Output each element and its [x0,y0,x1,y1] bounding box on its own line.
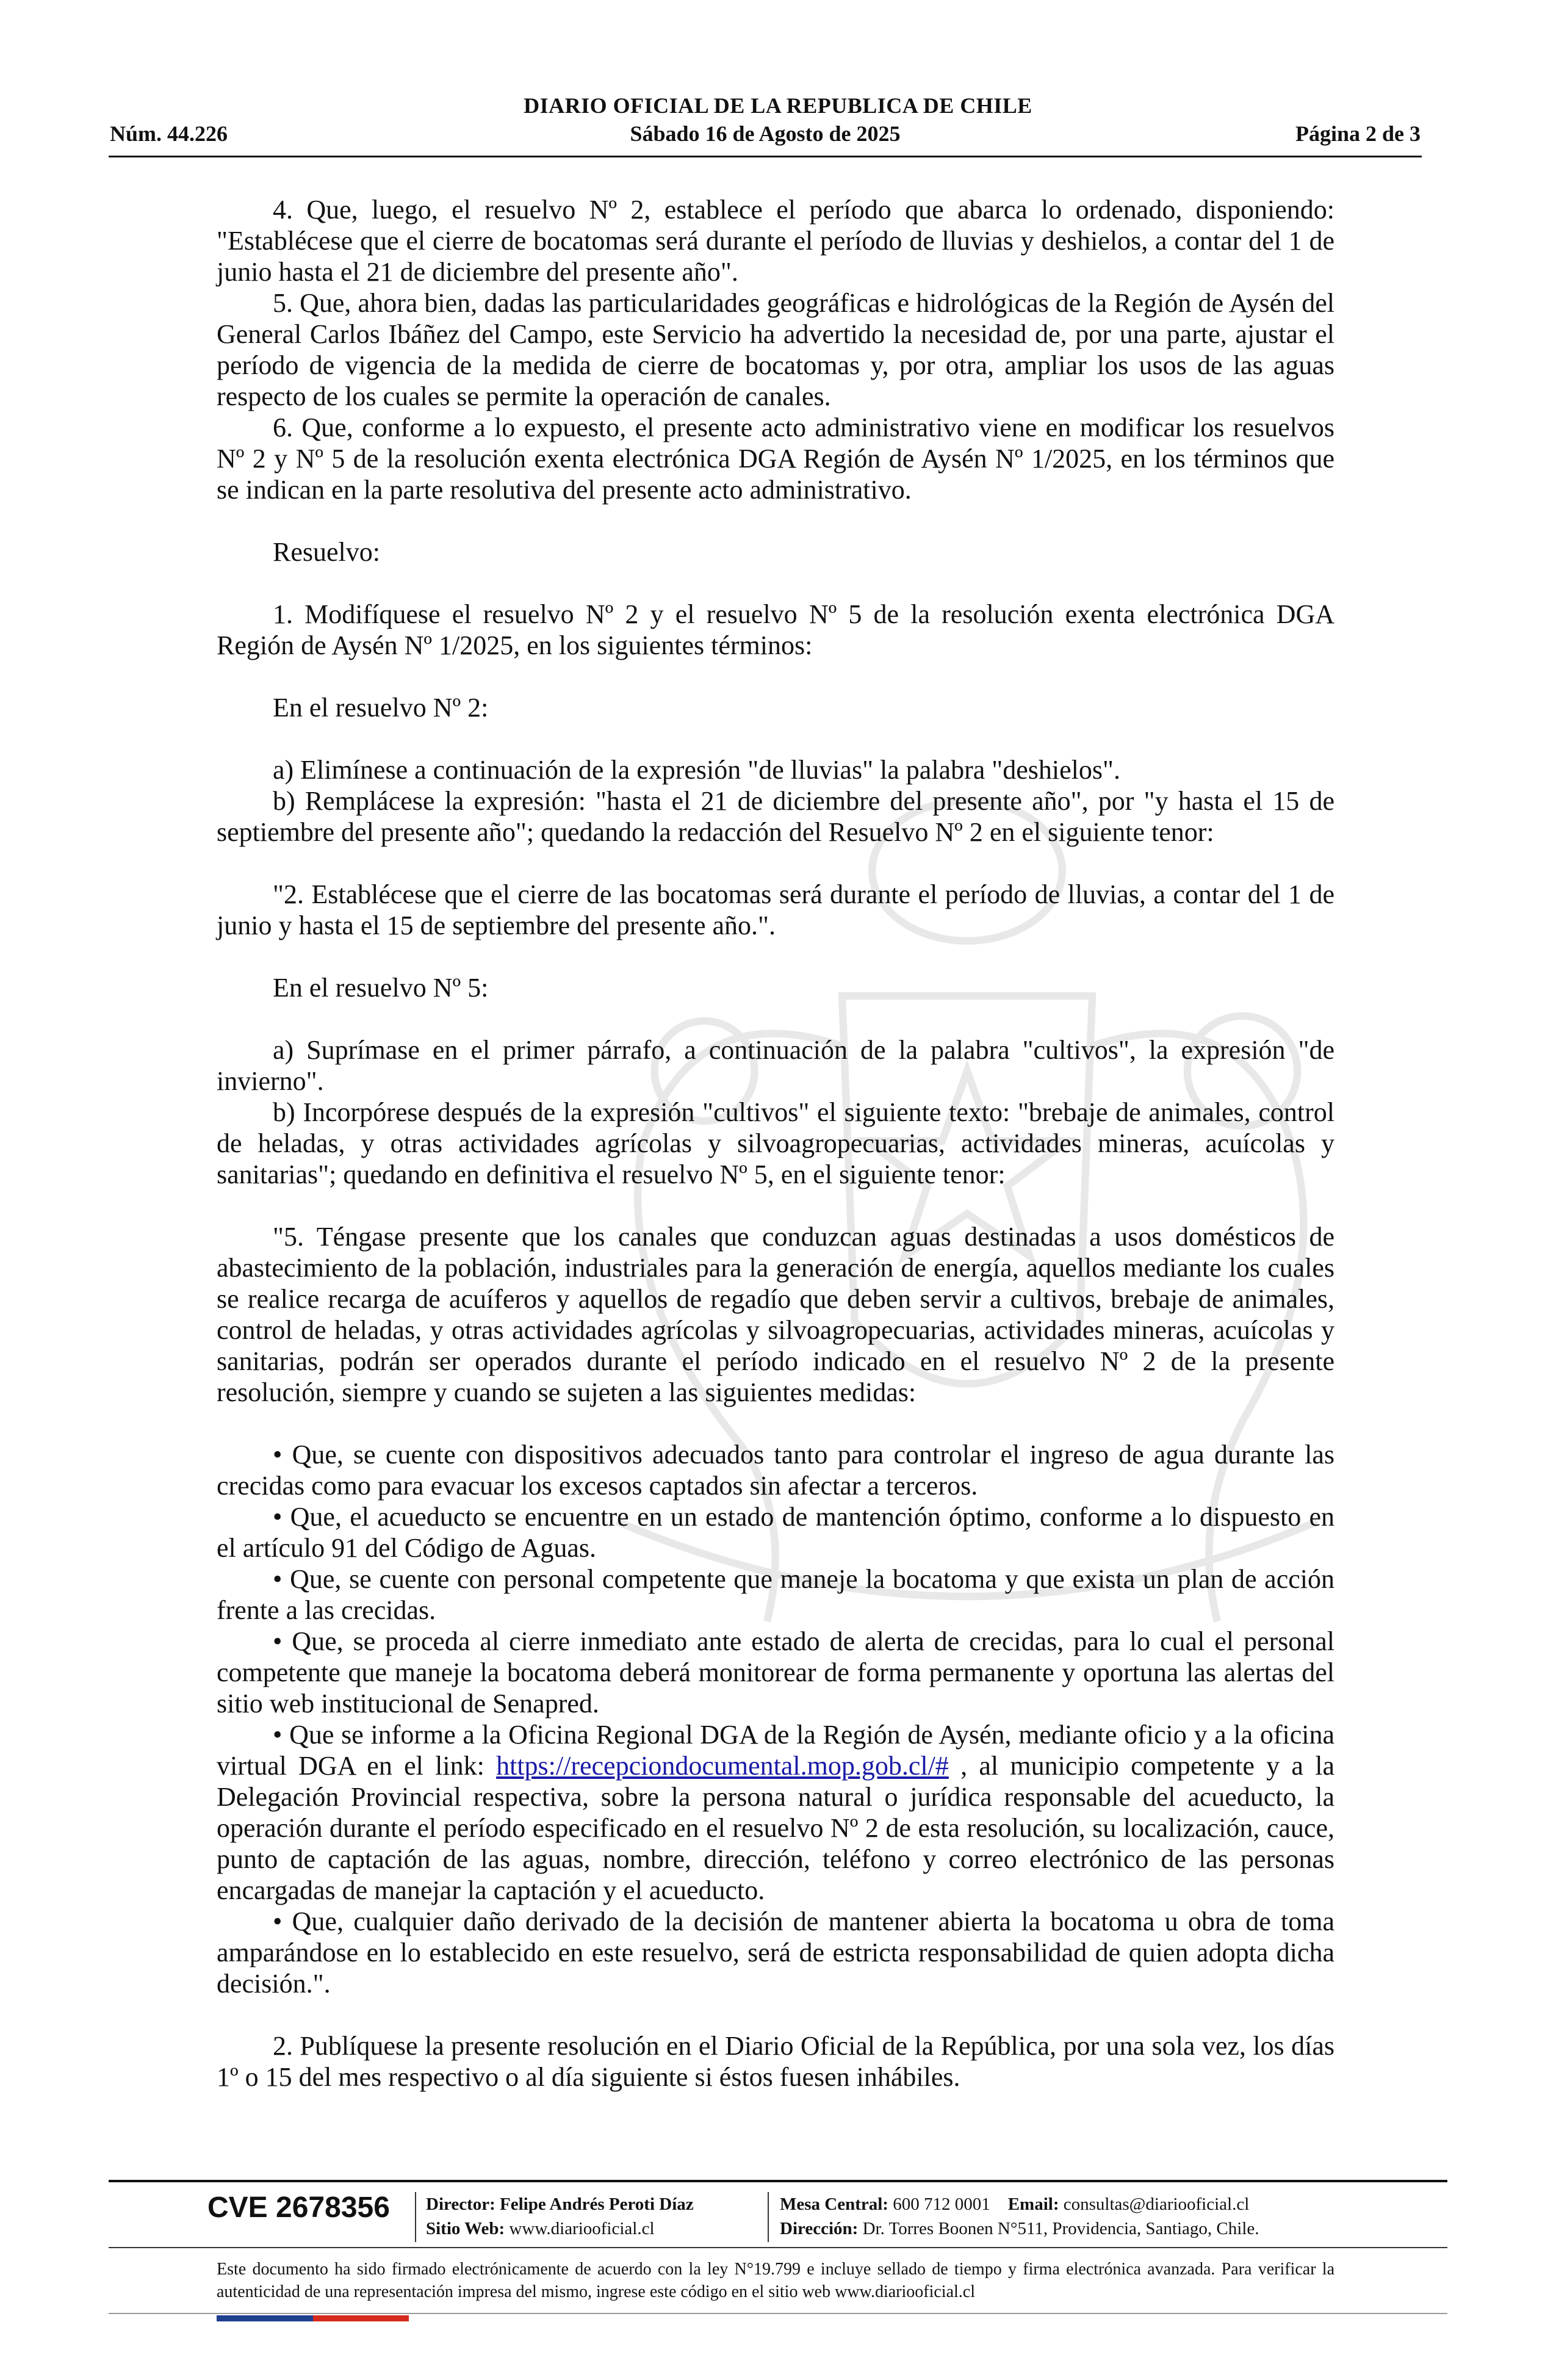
measure-bullet: • Que, se cuente con personal competente que maneje la bocatoma y que exista un plan de acción frente a las crecidas. [217,1564,1334,1625]
issue-date: Sábado 16 de Agosto de 2025 [630,121,901,146]
paragraph-considerando-4: 4. Que, luego, el resuelvo Nº 2, establece el período que abarca lo ordenado, disponiendo: "Establécese que el cierre de bocatomas será durante el período de lluvias y deshielos, a contar del 1 de junio hasta el 21 de diciembre del presente año". [217,195,1334,287]
footer-divider [109,2313,1447,2314]
address-value: Dr. Torres Boonen N°511, Providencia, Santiago, Chile. [862,2219,1259,2238]
address-label: Dirección: [780,2219,859,2238]
recepcion-documental-link[interactable]: https://recepciondocumental.mop.gob.cl/# [496,1751,949,1781]
page-number: Página 2 de 3 [1295,121,1421,146]
header-divider [109,156,1422,157]
document-body [217,194,1334,2093]
measure-bullet [217,1719,1334,1906]
paragraph-considerando-5: 5. Que, ahora bien, dadas las particularidades geográficas e hidrológicas de la Región de Aysén del General Carlos Ibáñez del Campo, este Servicio ha advertido la necesidad de, por una parte, ajustar el período de vigencia de la medida de cierre de bocatomas y, por otra, ampliar los usos de las aguas respecto de los cuales se permite la operación de canales. [217,288,1334,411]
measure-bullet: • Que, el acueducto se encuentre en un estado de mantención óptimo, conforme a lo dispuesto en el artículo 91 del Código de Aguas. [217,1502,1334,1563]
resuelvo-1: 1. Modifíquese el resuelvo Nº 2 y el resuelvo Nº 5 de la resolución exenta electrónica DGA Región de Aysén Nº 1/2025, en los siguientes términos: [217,599,1334,660]
site-label: Sitio Web: [426,2219,505,2238]
measure-bullet: • Que, se cuente con dispositivos adecuados tanto para controlar el ingreso de agua durante las crecidas como para evacuar los excesos captados sin afectar a terceros. [217,1440,1334,1501]
director-name: Felipe Andrés Peroti Díaz [500,2194,694,2214]
resuelvo-heading: Resuelvo: [273,537,380,567]
email-address[interactable]: consultas@diariooficial.cl [1063,2194,1250,2214]
resuelvo-5-quote: "5. Téngase presente que los canales que conduzcan aguas destinadas a usos domésticos de abastecimiento de la población, industriales para la generación de energía, aquellos mediante los cuales se realice recarga de acuíferos y aquellos de regadío que deben servir a cultivos, brebaje de animales, control de heladas, y otras actividades agrícolas y silvoagropecuarias, actividades mineras, acuícolas y sanitarias, podrán ser operados durante el período indicado en el resuelvo Nº 2 de la presente resolución, siempre y cuando se sujeten a las siguientes medidas: [217,1222,1334,1407]
issue-number: Núm. 44.226 [110,121,228,146]
newspaper-title: DIARIO OFICIAL DE LA REPUBLICA DE CHILE [524,93,1032,118]
flag-red-band [313,2315,409,2321]
measure-bullet: • Que, se proceda al cierre inmediato ante estado de alerta de crecidas, para lo cual el personal competente que maneje la bocatoma deberá monitorear de forma permanente y oportuna las alertas del sitio web institucional de Senapred. [217,1626,1334,1718]
measure-bullet: • Que, cualquier daño derivado de la decisión de mantener abierta la bocatoma u obra de toma amparándose en lo establecido en este resuelvo, será de estricta responsabilidad de quien adopta dicha decisión.". [217,1906,1334,1999]
signature-note: Este documento ha sido firmado electrónicamente de acuerdo con la ley N°19.799 e incluye sellado de tiempo y firma electrónica avanzada. Para verificar la autenticidad de una representación impresa del mismo, ingrese este código en el sitio web www.diariooficial.cl [217,2260,1334,2301]
cve-code: CVE 2678356 [207,2191,390,2224]
resuelvo-5-item-a: a) Suprímase en el primer párrafo, a continuación de la palabra "cultivos", la expresión "de invierno". [217,1035,1334,1096]
footer-divider [109,2180,1447,2182]
resuelvo-2-item-b: b) Remplácese la expresión: "hasta el 21 de diciembre del presente año", por "y hasta el 15 de septiembre del presente año"; quedando la redacción del Resuelvo Nº 2 en el siguiente tenor: [217,786,1334,847]
flag-stripe [217,2315,409,2321]
resuelvo-2-publish: 2. Publíquese la presente resolución en el Diario Oficial de la República, por una sola vez, los días 1º o 15 del mes respectivo o al día siguiente si éstos fuesen inhábiles. [217,2031,1334,2092]
resuelvo-2-quote: "2. Establécese que el cierre de las bocatomas será durante el período de lluvias, a contar del 1 de junio y hasta el 15 de septiembre del presente año.". [217,879,1334,940]
site-url[interactable]: www.diariooficial.cl [509,2219,655,2238]
footer-director-block [426,2192,694,2241]
resuelvo-2-heading: En el resuelvo Nº 2: [273,693,489,723]
footer-contact-block [780,2192,1259,2241]
bullet-text: • Que se informe a la Oficina Regional DGA de la Región de Aysén, mediante oficio y a la oficina virtual DGA en el link: [217,1720,1334,1781]
paragraph-considerando-6: 6. Que, conforme a lo expuesto, el presente acto administrativo viene en modificar los resuelvos Nº 2 y Nº 5 de la resolución exenta electrónica DGA Región de Aysén Nº 1/2025, en los términos que se indican en la parte resolutiva del presente acto administrativo. [217,413,1334,505]
resuelvo-5-item-b: b) Incorpórese después de la expresión "cultivos" el siguiente texto: "brebaje de animales, control de heladas, y otras actividades agrícolas y silvoagropecuarias, actividades mineras, acuícolas y sanitarias"; quedando en definitiva el resuelvo Nº 5, en el siguiente tenor: [217,1097,1334,1189]
mesa-label: Mesa Central: [780,2194,888,2214]
footer-separator [415,2192,416,2242]
resuelvo-2-item-a: a) Elimínese a continuación de la expresión "de lluvias" la palabra "deshielos". [273,755,1120,785]
flag-blue-band [217,2315,313,2321]
bullet-text: , al municipio competente y a la Delegación Provincial respectiva, sobre la persona natural o jurídica responsable del acueducto, la operación durante el período especificado en el resuelvo Nº 2 de esta resolución, su localización, cauce, punto de captación de las aguas, nombre, dirección, teléfono y correo electrónico de las personas encargadas de manejar la captación y el acueducto. [217,1751,1334,1905]
resuelvo-5-heading: En el resuelvo Nº 5: [273,973,489,1003]
director-label: Director: [426,2194,495,2214]
email-label: Email: [1007,2194,1059,2214]
mesa-phone: 600 712 0001 [893,2194,990,2214]
footer-separator [768,2192,769,2242]
footer-divider [109,2247,1447,2248]
